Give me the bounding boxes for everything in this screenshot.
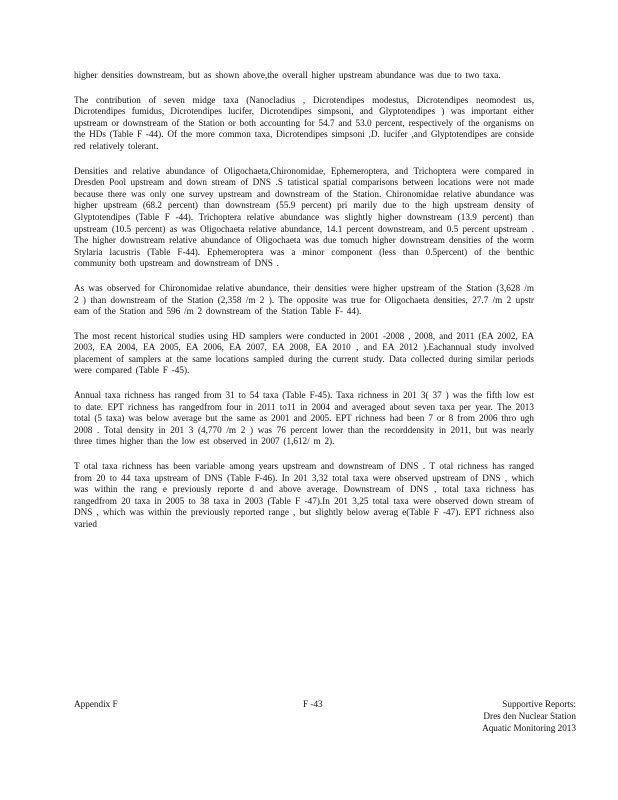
paragraph-chironomidae-densities: As was observed for Chironomidae relative abundance, their densities were higher upstream of the Station (3,628 /m 2 ) than downstream of the Station (2,358 /m 2 ). The opposite was true for Oligochaeta densities, 27.7 /m 2 upstr eam of the Station and 596 /m 2 downstream of the Station Table F- 44).: [74, 282, 534, 317]
paragraph-relative-abundance: Densities and relative abundance of Oligochaeta,Chironomidae, Ephemeroptera, and Trichoptera were compared in Dresden Pool upstream and down stream of DNS .S tatistical spatial comparisons between locations were not made because there was only one survey upstream and downstream of the Station. Chironomidae relative abundance was higher upstream (68.2 percent) than downstream (55.9 percent) pri marily due to the high upstream density of Glyptotendipes (Table F -44). Trichoptera relative abundance was slightly higher downstream (13.9 percent) than upstream (10.5 percent) as was Oligochaeta relative abundance, 14.1 percent downstream, and 0.5 percent upstream . The higher downstream relative abundance of Oligochaeta was due tomuch higher downstream densities of the worm Stylaria lacustris (Table F-44). Ephemeroptera was a minor component (less than 0.5percent) of the benthic community both upstream and downstream of DNS .: [74, 165, 534, 269]
footer-report-line-3: Aquatic Monitoring 2013: [482, 723, 576, 733]
footer-report-line-1: Supportive Reports:: [502, 699, 576, 709]
footer-report-line-2: Dres den Nuclear Station: [483, 711, 576, 721]
footer-appendix-label: Appendix F: [74, 699, 118, 709]
paragraph-annual-taxa-richness: Annual taxa richness has ranged from 31 to 54 taxa (Table F-45). Taxa richness in 201 3( 37 ) was the fifth low est to date. EPT richness has rangedfrom four in 2011 to11 in 2004 and averaged about seven taxa per year. The 2013 total (5 taxa) was below average but the same as 2001 and 2005. EPT richness had been 7 or 8 from 2006 thro ugh 2008 . Total density in 201 3 (4,770 /m 2 ) was 76 percent lower than the recorddensity in 2011, but was nearly three times higher than the low est observed in 2007 (1,612/ m 2).: [74, 390, 534, 447]
document-body: [74, 70, 534, 544]
paragraph-midge-taxa: The contribution of seven midge taxa (Nanocladius , Dicrotendipes modestus, Dicrotendipes neomodest us, Dicrotendipes fumidus, Dicrotendipes lucifer, Dicrotendipes simpsoni, and Glyptotendipes ) was important either upstream or downstream of the Station or both accounting for 54.7 and 53.0 percent, respectively of the organisms on the HDs (Table F -44). Of the more common taxa, Dicrotendipes simpsoni ,D. lucifer ,and Glyptotendipes are conside red relatively tolerant.: [74, 94, 534, 151]
paragraph-densities-intro: higher densities downstream, but as shown above,the overall higher upstream abundance was due to two taxa.: [74, 70, 501, 80]
paragraph-total-taxa-richness: T otal taxa richness has been variable among years upstream and downstream of DNS . T otal richness has ranged from 20 to 44 taxa upstream of DNS (Table F-46). In 201 3,32 total taxa were observed upstream of DNS , which was within the rang e previously reporte d and above average. Downstream of DNS , total taxa richness has rangedfrom 20 taxa in 2005 to 38 taxa in 2003 (Table F -47).In 201 3,25 total taxa were observed down stream of DNS , which was within the previously reported range , but slightly below averag e(Table F -47). EPT richness also varied: [74, 461, 534, 529]
footer-page-number: F -43: [303, 699, 323, 709]
footer-report-title: [482, 698, 576, 734]
paragraph-historical-studies: The most recent historical studies using HD samplers were conducted in 2001 -2008 , 2008, and 2011 (EA 2002, EA 2003, EA 2004, EA 2005, EA 2006, EA 2007, EA 2008, EA 2010 , and EA 2012 ).Eachannual study involved placement of samplers at the same locations sampled during the current study. Data collected during similar periods were compared (Table F -45).: [74, 330, 534, 376]
